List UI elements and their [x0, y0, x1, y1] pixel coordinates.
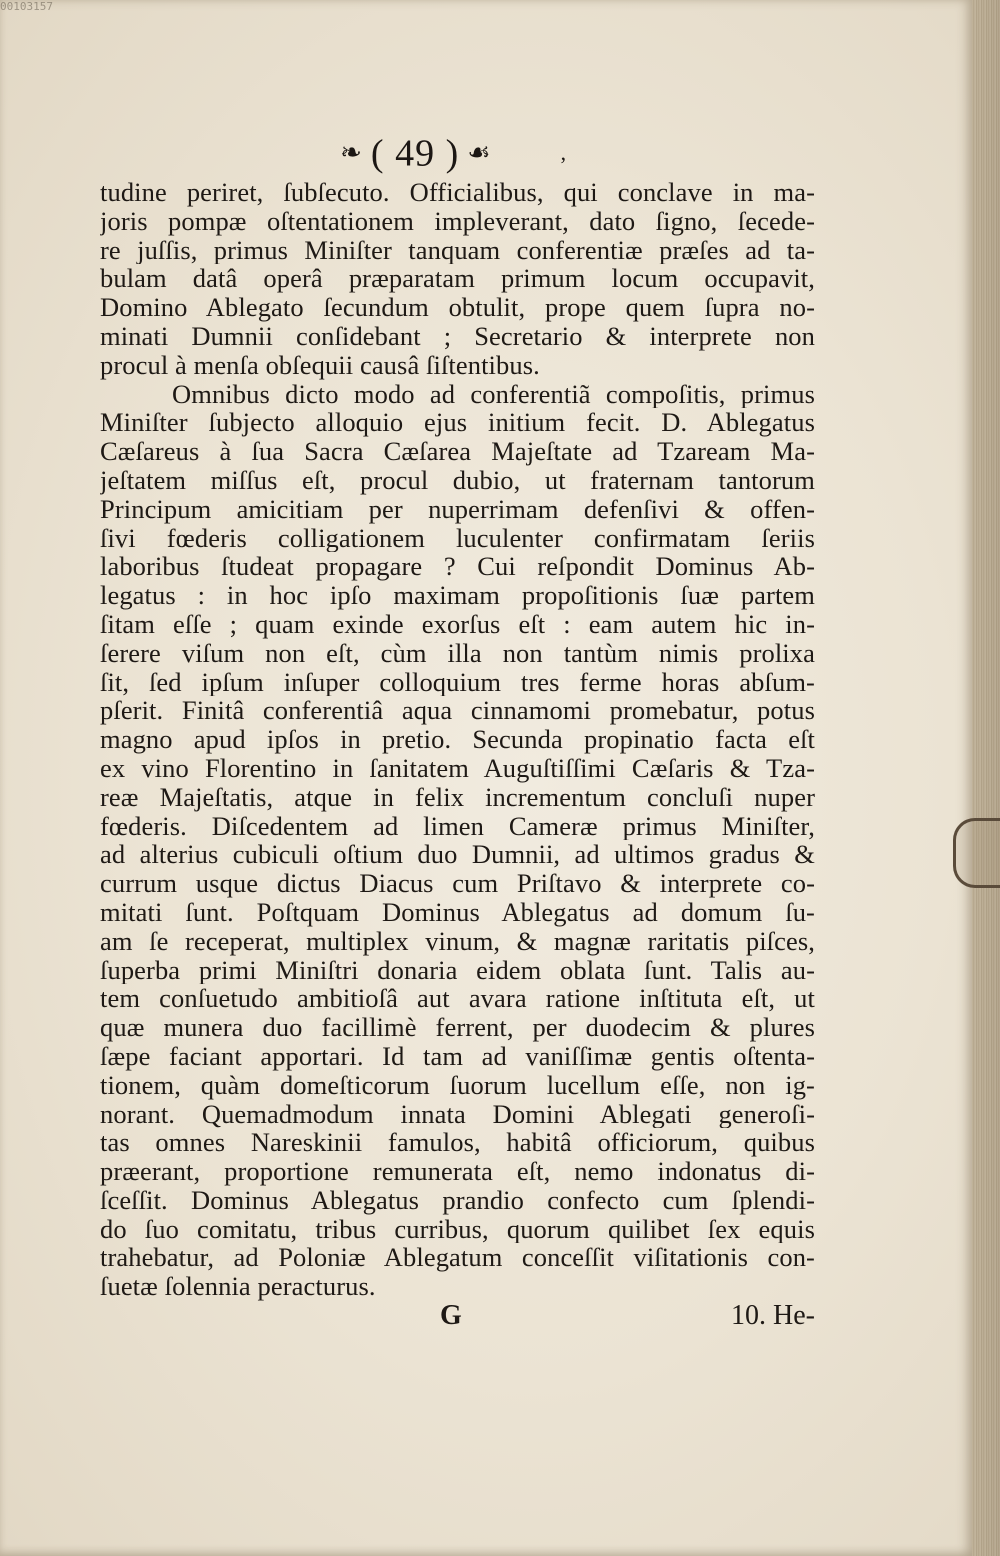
text-line: reæ Majeſtatis, atque in felix incrementum concluſi nuper — [100, 782, 815, 812]
text-line: procul à menſa obſequii causâ ſiſtentibus. — [100, 350, 540, 380]
text-line: am ſe receperat, multiplex vinum, & magnæ raritatis piſces, — [100, 926, 815, 956]
text-line: Omnibus dicto modo ad conferentiã compoſitis, primus — [172, 379, 815, 409]
text-line: ſceſſit. Dominus Ablegatus prandio confecto cum ſplendi- — [100, 1185, 815, 1215]
text-line: Principum amicitiam per nuperrimam defenſivi & offen- — [100, 494, 815, 524]
text-line: fœderis. Diſcedentem ad limen Cameræ primus Miniſter, — [100, 811, 815, 841]
text-line: laboribus ſtudeat propagare ? Cui reſpondit Dominus Ab- — [100, 552, 815, 582]
text-line: ſerere viſum non eſt, cùm illa non tantùm nimis prolixa — [100, 638, 815, 668]
text-line: ad alterius cubiculi oſtium duo Dumnii, ad ultimos gradus & — [100, 840, 815, 870]
page-footer — [100, 1300, 815, 1332]
text-line: minati Dumnii conſidebant ; Secretario & interprete non — [100, 321, 815, 351]
text-line: magno apud ipſos in pretio. Secunda propinatio facta eſt — [100, 725, 815, 754]
text-line: bulam datâ operâ præparatam primum locum occupavit, — [100, 264, 815, 294]
right-ornament-icon: ☙ — [467, 138, 492, 168]
body-text — [100, 178, 815, 1301]
text-line: trahebatur, ad Poloniæ Ablegatum conceſſit viſitationis con- — [100, 1243, 815, 1273]
stray-mark: ‚ — [559, 140, 568, 166]
text-line: norant. Quemadmodum innata Domini Ablegati generoſi- — [100, 1099, 815, 1129]
text-line: pſerit. Finitâ conferentiâ aqua cinnamomi promebatur, potus — [100, 696, 815, 726]
text-line: ex vino Florentino in ſanitatem Auguſtiſſimi Cæſaris & Tza- — [100, 753, 815, 783]
catchword: 10. He- — [731, 1300, 815, 1331]
text-line: ſæpe faciant apportari. Id tam ad vaniſſimæ gentis oſtenta- — [100, 1041, 815, 1071]
text-line: tem conſuetudo ambitioſâ aut avara ratione inſtituta eſt, ut — [100, 984, 815, 1014]
text-line: ſuetæ ſolennia peracturus. — [100, 1272, 376, 1302]
text-line: præerant, proportione remunerata eſt, nemo indonatus di- — [100, 1157, 815, 1186]
text-line: currum usque dictus Diacus cum Priſtavo & interprete co- — [100, 869, 815, 898]
text-line: ſuperba primi Miniſtri donaria eidem oblata ſunt. Talis au- — [100, 955, 815, 985]
text-line: do ſuo comitatu, tribus curribus, quorum quilibet ſex equis — [100, 1214, 815, 1244]
text-line: tionem, quàm domeſticorum ſuorum lucellum eſſe, non ig- — [100, 1070, 815, 1100]
text-line: Domino Ablegato ſecundum obtulit, prope quem ſupra no- — [100, 293, 815, 322]
text-line: joris pompæ oſtentationem impleverant, dato ſigno, ſecede- — [100, 206, 815, 236]
text-line: quæ munera duo facillimè ferrent, per duodecim & plures — [100, 1013, 815, 1042]
text-line: jeſtatem miſſus eſt, procul dubio, ut fraternam tantorum — [100, 465, 815, 495]
page-number: ( 49 ) — [370, 132, 460, 175]
book-clip — [953, 818, 1000, 888]
text-line: mitati ſunt. Poſtquam Dominus Ablegatus ad domum ſu- — [100, 897, 815, 927]
text-line: legatus : in hoc ipſo maximam propoſitionis ſuæ partem — [100, 581, 815, 610]
text-line: ſivi fœderis colligationem luculenter confirmatam ſeriis — [100, 523, 815, 553]
text-line: tas omnes Nareskinii famulos, habitâ officiorum, quibus — [100, 1128, 815, 1158]
text-line: re juſſis, primus Miniſter tanquam conferentiæ præſes ad ta- — [100, 235, 815, 265]
text-line: ſit, ſed ipſum inſuper colloquium tres ferme horas abſum- — [100, 667, 815, 697]
text-line: Cæſareus à ſua Sacra Cæſarea Majeſtate ad Tzaream Ma- — [100, 437, 815, 466]
text-line: ſitam eſſe ; quam exinde exorſus eſt : eam autem hic in- — [100, 609, 815, 639]
page-edges — [972, 0, 1000, 1556]
page-header — [0, 128, 900, 175]
left-ornament-icon: ❧ — [340, 138, 363, 168]
text-line: Miniſter ſubjecto alloquio ejus initium fecit. D. Ablegatus — [100, 408, 815, 438]
text-line: tudine periret, ſubſecuto. Officialibus, qui conclave in ma- — [100, 178, 815, 207]
signature-mark: G — [440, 1300, 462, 1331]
archive-number: 00103157 — [0, 0, 53, 13]
